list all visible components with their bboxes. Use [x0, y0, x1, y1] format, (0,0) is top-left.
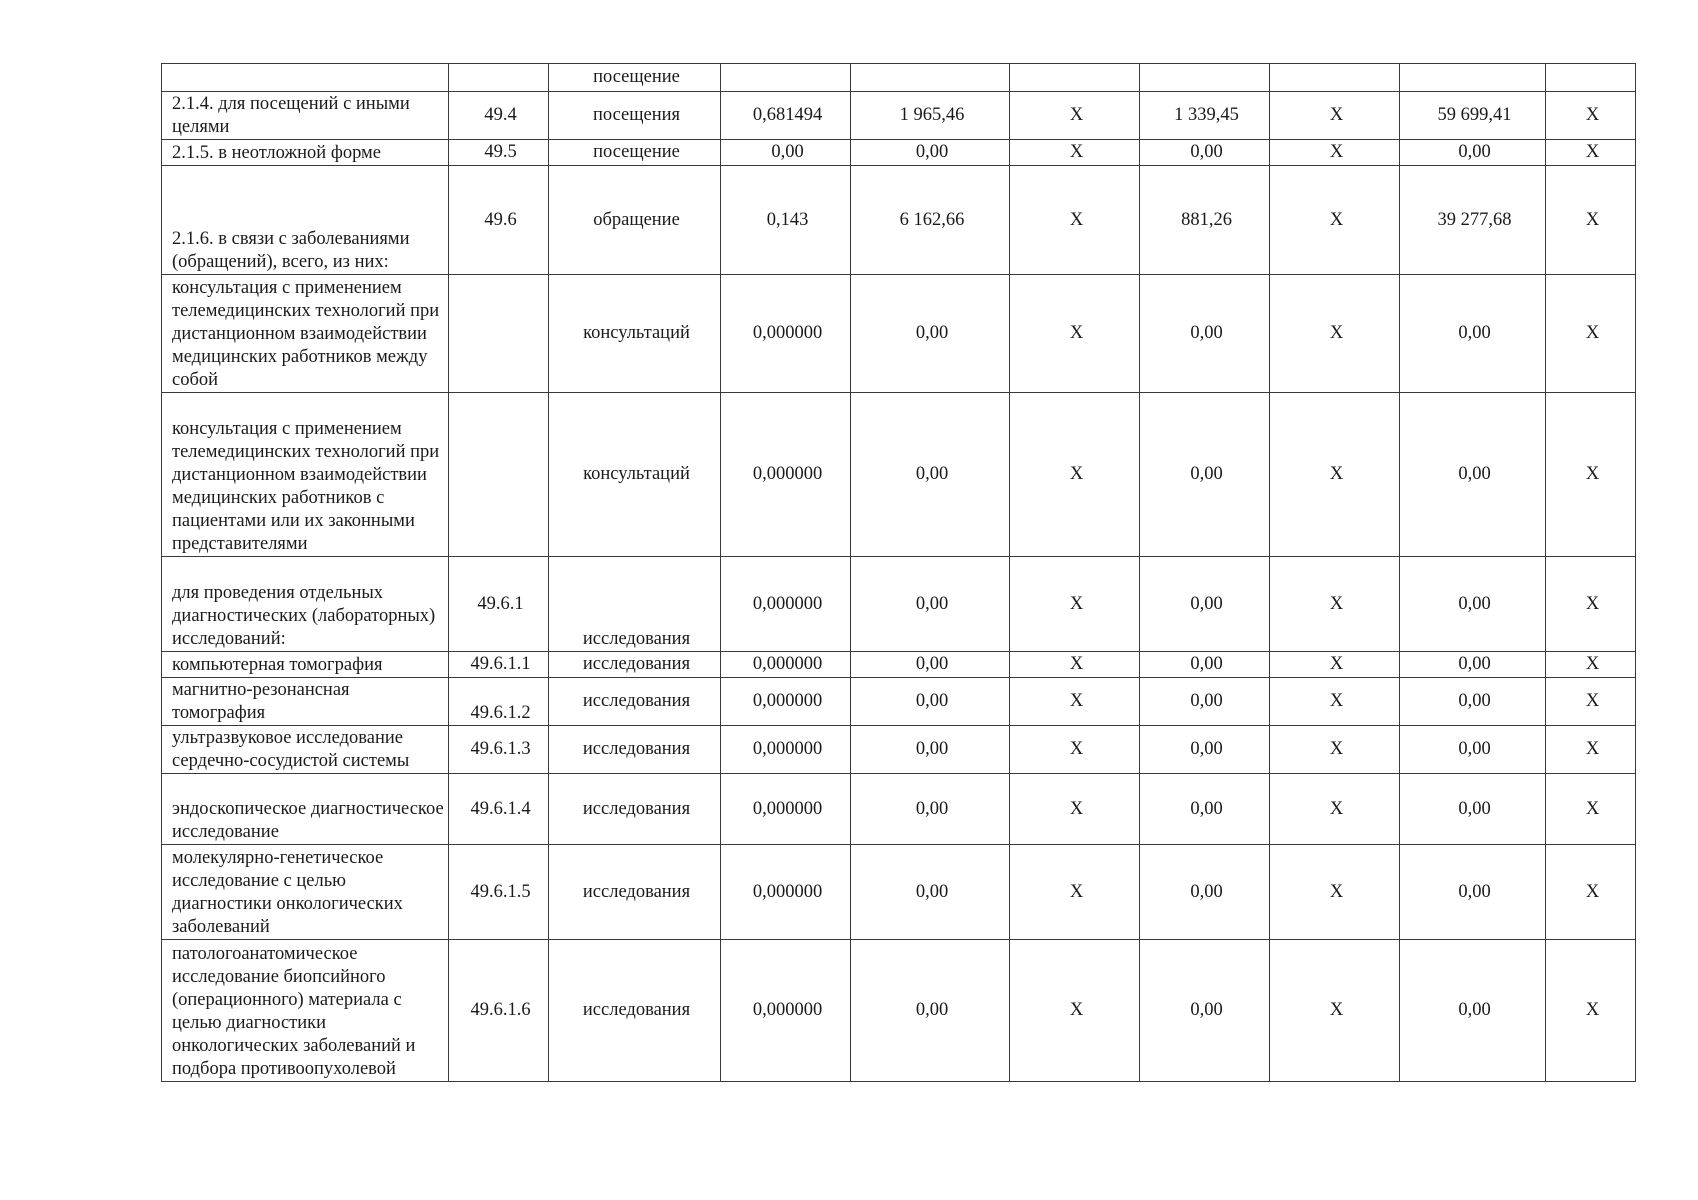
row-code: 49.5	[449, 140, 549, 166]
row-col7: 0,00	[1140, 845, 1270, 940]
row-col8: X	[1270, 652, 1400, 678]
row-col8: X	[1270, 726, 1400, 774]
row-code: 49.6.1.3	[449, 726, 549, 774]
row-col8: X	[1270, 275, 1400, 393]
row-cost: 0,00	[851, 140, 1010, 166]
row-code: 49.6.1.1	[449, 652, 549, 678]
row-col8	[1270, 64, 1400, 92]
row-col7: 0,00	[1140, 557, 1270, 652]
row-col9: 0,00	[1400, 557, 1546, 652]
row-col8: X	[1270, 557, 1400, 652]
row-col9: 0,00	[1400, 678, 1546, 726]
row-col10: X	[1546, 652, 1636, 678]
row-code	[449, 393, 549, 557]
row-unit: исследования	[549, 557, 721, 652]
row-name: ультразвуковое исследование сердечно-сосудистой системы	[162, 726, 449, 774]
row-unit: исследования	[549, 652, 721, 678]
row-col9: 0,00	[1400, 845, 1546, 940]
row-col8: X	[1270, 678, 1400, 726]
row-col10: X	[1546, 140, 1636, 166]
row-col6: X	[1010, 678, 1140, 726]
row-col8: X	[1270, 166, 1400, 275]
row-norm: 0,000000	[721, 726, 851, 774]
row-col9: 0,00	[1400, 774, 1546, 845]
row-code: 49.6.1	[449, 557, 549, 652]
row-name: молекулярно-генетическое исследование с целью диагностики онкологических заболеваний	[162, 845, 449, 940]
row-col7: 1 339,45	[1140, 92, 1270, 140]
row-cost: 6 162,66	[851, 166, 1010, 275]
table-row	[162, 275, 1636, 393]
row-col10: X	[1546, 557, 1636, 652]
row-code: 49.6.1.6	[449, 940, 549, 1082]
row-col6: X	[1010, 393, 1140, 557]
row-cost	[851, 64, 1010, 92]
row-cost: 0,00	[851, 940, 1010, 1082]
table-row	[162, 774, 1636, 845]
row-col6: X	[1010, 557, 1140, 652]
table-row	[162, 393, 1636, 557]
row-col7	[1140, 64, 1270, 92]
row-unit: обращение	[549, 166, 721, 275]
row-norm: 0,000000	[721, 275, 851, 393]
row-col9: 0,00	[1400, 393, 1546, 557]
row-col7: 0,00	[1140, 774, 1270, 845]
row-cost: 0,00	[851, 275, 1010, 393]
row-col8: X	[1270, 845, 1400, 940]
row-col7: 0,00	[1140, 678, 1270, 726]
row-cost: 0,00	[851, 726, 1010, 774]
row-col9	[1400, 64, 1546, 92]
row-col10: X	[1546, 845, 1636, 940]
row-col9: 0,00	[1400, 726, 1546, 774]
row-unit: исследования	[549, 774, 721, 845]
row-col10: X	[1546, 92, 1636, 140]
row-name: компьютерная томография	[162, 652, 449, 678]
table-row	[162, 940, 1636, 1082]
row-col9: 0,00	[1400, 652, 1546, 678]
row-col9: 0,00	[1400, 940, 1546, 1082]
tariff-table	[161, 63, 1636, 1082]
row-code	[449, 275, 549, 393]
table-row	[162, 726, 1636, 774]
table-row	[162, 64, 1636, 92]
row-name: консультация с применением телемедицинских технологий при дистанционном взаимодействии медицинских работников между собой	[162, 275, 449, 393]
row-col10: X	[1546, 678, 1636, 726]
row-norm: 0,000000	[721, 557, 851, 652]
row-cost: 1 965,46	[851, 92, 1010, 140]
row-name: патологоанатомическое исследование биопсийного (операционного) материала с целью диагностики онкологических заболеваний и подбора противоопухолевой	[162, 940, 449, 1082]
row-name: 2.1.5. в неотложной форме	[162, 140, 449, 166]
table-row	[162, 166, 1636, 275]
row-unit: посещение	[549, 140, 721, 166]
row-norm: 0,000000	[721, 678, 851, 726]
row-norm: 0,681494	[721, 92, 851, 140]
row-cost: 0,00	[851, 678, 1010, 726]
row-code: 49.6.1.2	[449, 678, 549, 726]
table-row	[162, 678, 1636, 726]
row-col6: X	[1010, 652, 1140, 678]
row-name: консультация с применением телемедицинских технологий при дистанционном взаимодействии медицинских работников с пациентами или их законными представителями	[162, 393, 449, 557]
row-col10	[1546, 64, 1636, 92]
row-cost: 0,00	[851, 774, 1010, 845]
row-col6: X	[1010, 92, 1140, 140]
row-cost: 0,00	[851, 557, 1010, 652]
row-norm: 0,000000	[721, 845, 851, 940]
row-unit: исследования	[549, 845, 721, 940]
row-col6	[1010, 64, 1140, 92]
row-col9: 0,00	[1400, 275, 1546, 393]
row-col7: 881,26	[1140, 166, 1270, 275]
row-cost: 0,00	[851, 393, 1010, 557]
row-col10: X	[1546, 166, 1636, 275]
row-norm: 0,000000	[721, 393, 851, 557]
table-row	[162, 652, 1636, 678]
row-col8: X	[1270, 140, 1400, 166]
row-norm: 0,000000	[721, 940, 851, 1082]
row-col10: X	[1546, 726, 1636, 774]
row-norm	[721, 64, 851, 92]
row-col9: 0,00	[1400, 140, 1546, 166]
row-norm: 0,143	[721, 166, 851, 275]
row-col8: X	[1270, 92, 1400, 140]
table-row	[162, 557, 1636, 652]
row-unit: исследования	[549, 726, 721, 774]
row-code: 49.4	[449, 92, 549, 140]
row-norm: 0,00	[721, 140, 851, 166]
row-norm: 0,000000	[721, 652, 851, 678]
row-code	[449, 64, 549, 92]
row-code: 49.6.1.5	[449, 845, 549, 940]
table-row	[162, 845, 1636, 940]
row-col10: X	[1546, 940, 1636, 1082]
row-col6: X	[1010, 140, 1140, 166]
row-col6: X	[1010, 774, 1140, 845]
row-col9: 39 277,68	[1400, 166, 1546, 275]
row-col7: 0,00	[1140, 393, 1270, 557]
table-row	[162, 140, 1636, 166]
row-col7: 0,00	[1140, 726, 1270, 774]
row-norm: 0,000000	[721, 774, 851, 845]
row-col6: X	[1010, 166, 1140, 275]
row-cost: 0,00	[851, 845, 1010, 940]
row-col10: X	[1546, 774, 1636, 845]
row-name: 2.1.6. в связи с заболеваниями (обращений), всего, из них:	[162, 166, 449, 275]
row-unit: консультаций	[549, 393, 721, 557]
row-code: 49.6	[449, 166, 549, 275]
row-unit: посещение	[549, 64, 721, 92]
table-row	[162, 92, 1636, 140]
row-col9: 59 699,41	[1400, 92, 1546, 140]
row-name: 2.1.4. для посещений с иными целями	[162, 92, 449, 140]
row-col10: X	[1546, 393, 1636, 557]
row-col7: 0,00	[1140, 140, 1270, 166]
row-cost: 0,00	[851, 652, 1010, 678]
row-unit: исследования	[549, 678, 721, 726]
row-unit: консультаций	[549, 275, 721, 393]
row-col10: X	[1546, 275, 1636, 393]
row-col6: X	[1010, 845, 1140, 940]
row-col7: 0,00	[1140, 940, 1270, 1082]
row-col6: X	[1010, 726, 1140, 774]
row-name	[162, 64, 449, 92]
row-name: для проведения отдельных диагностических (лабораторных) исследований:	[162, 557, 449, 652]
row-code: 49.6.1.4	[449, 774, 549, 845]
row-col6: X	[1010, 275, 1140, 393]
row-col7: 0,00	[1140, 652, 1270, 678]
row-col6: X	[1010, 940, 1140, 1082]
row-name: эндоскопическое диагностическое исследование	[162, 774, 449, 845]
row-col8: X	[1270, 393, 1400, 557]
row-col8: X	[1270, 940, 1400, 1082]
row-unit: исследования	[549, 940, 721, 1082]
row-col7: 0,00	[1140, 275, 1270, 393]
row-name: магнитно-резонансная томография	[162, 678, 449, 726]
row-unit: посещения	[549, 92, 721, 140]
row-col8: X	[1270, 774, 1400, 845]
